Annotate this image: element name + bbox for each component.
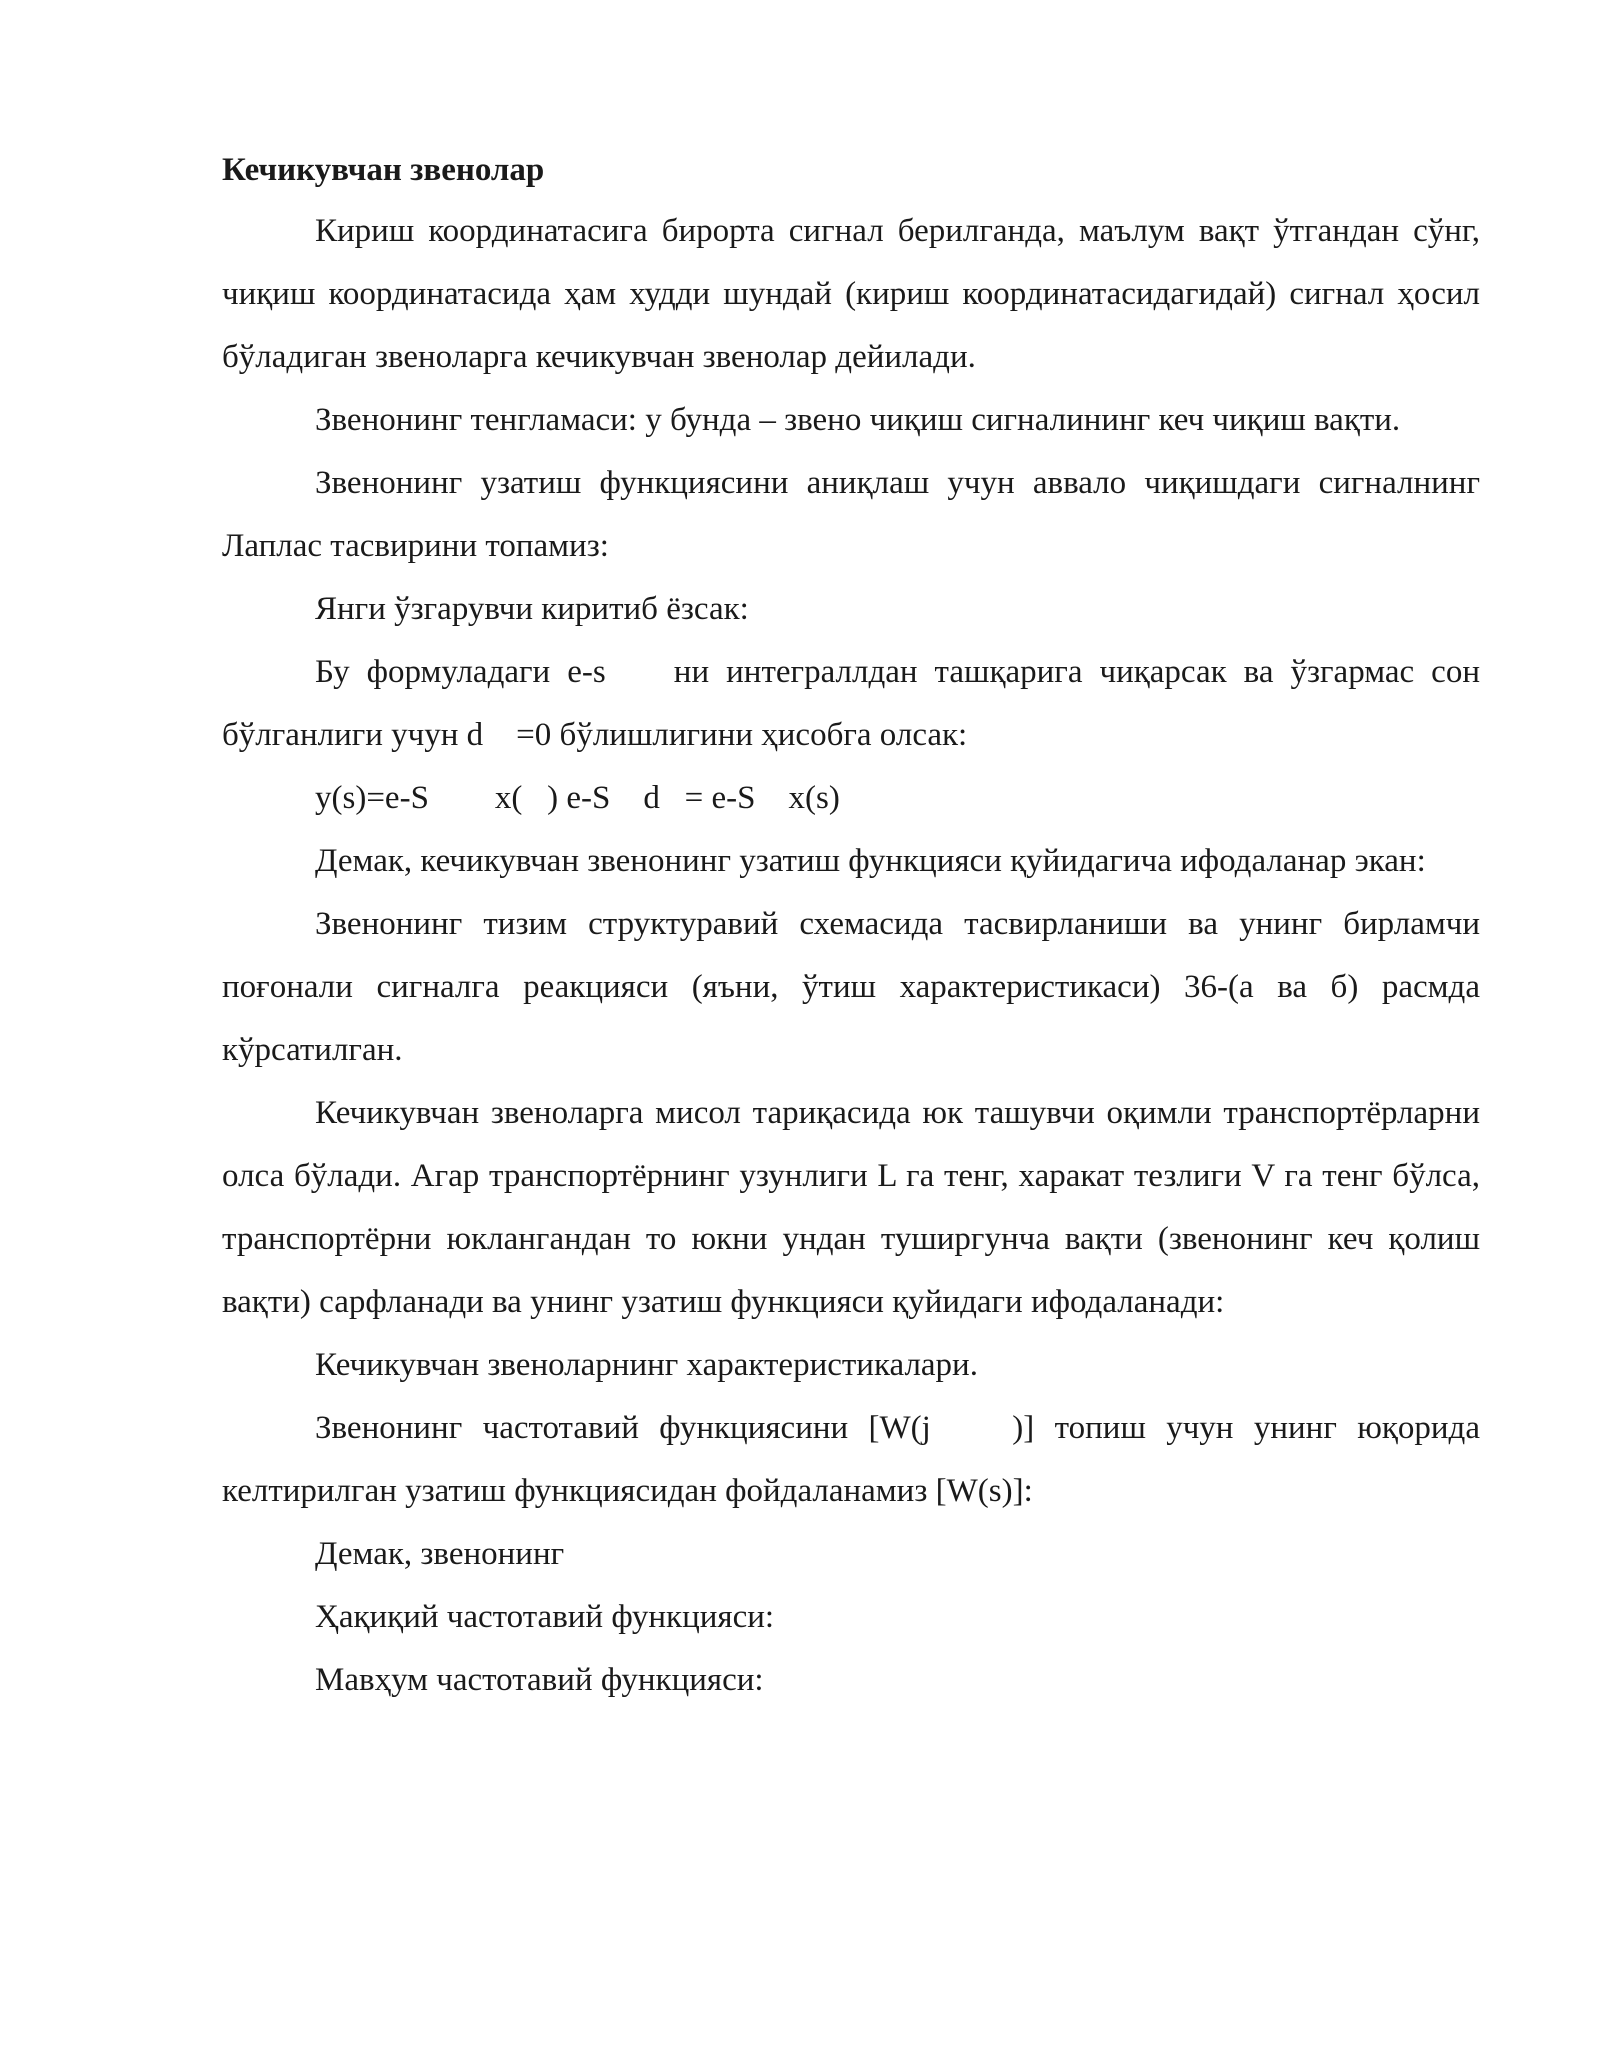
paragraph-characteristics: Кечикувчан звеноларнинг характеристикалари. bbox=[315, 1347, 978, 1383]
paragraph-imaginary-frequency: Мавҳум частотавий функцияси: bbox=[315, 1662, 764, 1698]
paragraph-structure-scheme: Звенонинг тизим структуравий схемасида тасвирланиши ва унинг бирламчи поғонали сигналга реакцияси (яъни, ўтиш характеристикаси) 36-(а ва б) расмда кўрсатилган. bbox=[222, 906, 1480, 1068]
paragraph-real-frequency: Ҳақиқий частотавий функцияси: bbox=[315, 1599, 775, 1635]
paragraph-equation: Звенонинг тенгламаси: у бунда – звено чиқиш сигналининг кеч чиқиш вақти. bbox=[315, 402, 1401, 438]
paragraph-example: Кечикувчан звеноларга мисол тариқасида юк ташувчи оқимли транспортёрларни олса бўлади. Агар транспортёрнинг узунлиги L га тенг, харакат тезлиги V га тенг бўлса, транспортёрни юклангандан то юкни ундан туширгунча вақти (звенонинг кеч қолиш вақти) сарфланади ва унинг узатиш функцияси қуйидаги ифодаланади: bbox=[222, 1095, 1480, 1320]
paragraph-transfer-function: Звенонинг узатиш функциясини аниқлаш учун аввало чиқишдаги сигналнинг Лаплас тасвирини топамиз: bbox=[222, 465, 1480, 564]
paragraph-formula-note: Бу формуладаги e-s ни интеграллдан ташқарига чиқарсак ва ўзгармас сон бўлганлиги учун d =0 бўлишлигини ҳисобга олсак: bbox=[222, 654, 1489, 753]
document-page bbox=[222, 148, 1489, 1712]
paragraph-therefore: Демак, звенонинг bbox=[315, 1536, 565, 1572]
section-heading: Кечикувчан звенолар bbox=[222, 152, 545, 188]
formula-line: y(s)=e-S x( ) e-S d = e-S x(s) bbox=[315, 780, 840, 816]
paragraph-frequency-function: Звенонинг частотавий функциясини [W(j )] топиш учун унинг юқорида келтирилган узатиш функциясидан фойдаланамиз [W(s)]: bbox=[222, 1410, 1489, 1509]
paragraph-definition: Кириш координатасига бирорта сигнал берилганда, маълум вақт ўтгандан сўнг, чиқиш координатасида ҳам худди шундай (кириш координатасидагидай) сигнал ҳосил бўладиган звеноларга кечикувчан звенолар дейилади. bbox=[222, 213, 1480, 375]
paragraph-conclusion: Демак, кечикувчан звенонинг узатиш функцияси қуйидагича ифодаланар экан: bbox=[315, 843, 1426, 879]
paragraph-new-variable: Янги ўзгарувчи киритиб ёзсак: bbox=[315, 591, 749, 627]
